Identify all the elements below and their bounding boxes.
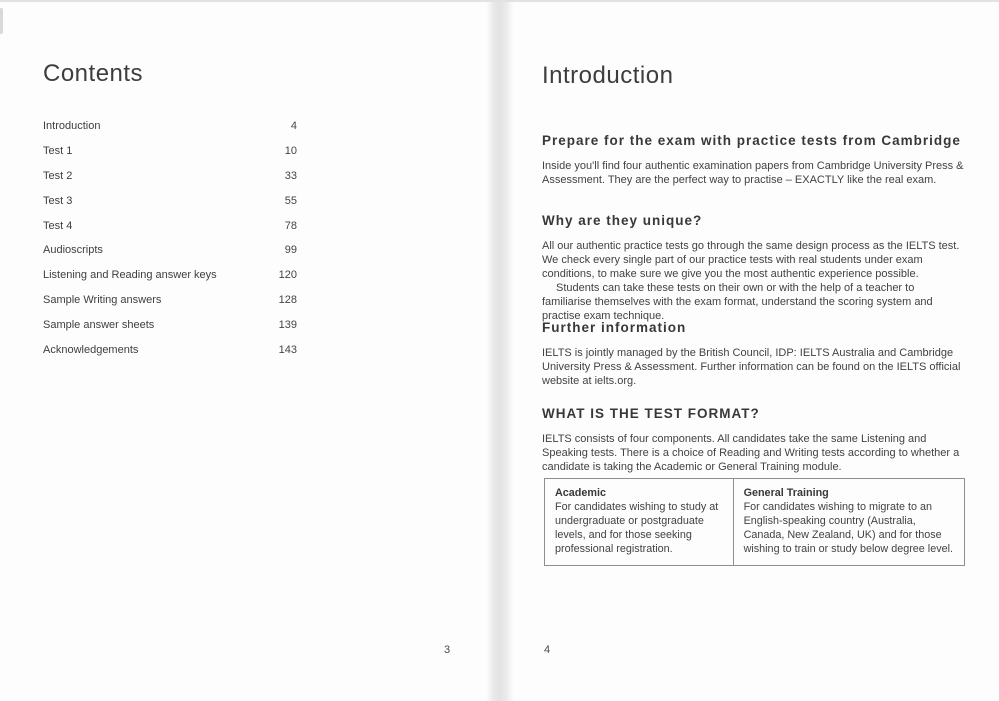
paragraph: Inside you'll find four authentic examination papers from Cambridge University Press & Assessment. They are the perfect way to practise – EXACTLY like the real exam. (542, 160, 964, 186)
table-body-academic: For candidates wishing to study at undergraduate or postgraduate levels, and for those seeking professional registration. (555, 501, 719, 555)
introduction-page (513, 2, 999, 701)
page-number-right: 4 (544, 644, 551, 656)
paragraph: All our authentic practice tests go through the same design process as the IELTS test. We check every single part of our practice tests with real students under exam conditions, to make sure we give you the most authentic experience possible. (542, 240, 960, 280)
paragraph: Students can take these tests on their own or with the help of a teacher to familiarise themselves with the exam format, understand the scoring system and practise exam technique. (542, 282, 933, 322)
toc-page-number: 143 (278, 344, 297, 357)
toc-item-audioscripts (43, 244, 297, 269)
section-heading: WHAT IS THE TEST FORMAT? (542, 406, 760, 421)
toc-item-test-4 (43, 220, 297, 245)
toc-item-test-3 (43, 195, 297, 220)
introduction-title: Introduction (542, 62, 674, 89)
paragraph: IELTS consists of four components. All candidates take the same Listening and Speaking tests. There is a choice of Reading and Writing tests according to whether a candidate is taking the Academic or General Training module. (542, 433, 960, 473)
toc-item-label: Sample answer sheets (43, 319, 155, 332)
toc-item-answer-keys (43, 269, 297, 294)
toc-item-label: Test 4 (43, 219, 73, 232)
test-format-table (544, 478, 965, 566)
toc-page-number: 33 (284, 169, 297, 182)
toc-item-introduction (43, 120, 297, 145)
table-body-general-training: For candidates wishing to migrate to an English-speaking country (Australia, Canada, New Zealand, UK) and for those wishing to train or study below degree level. (743, 501, 954, 555)
toc-page-number: 120 (278, 269, 297, 282)
toc-item-label: Audioscripts (43, 244, 103, 257)
toc-page-number: 99 (284, 244, 297, 257)
table-header-academic: Academic (555, 487, 607, 499)
section-heading: Further information (542, 320, 687, 335)
page-number-left: 3 (444, 644, 451, 656)
toc-page-number: 10 (284, 144, 297, 157)
toc-page-number: 128 (278, 294, 297, 307)
section-heading: Why are they unique? (542, 213, 703, 228)
toc-page-number: 55 (284, 194, 297, 207)
toc-item-answer-sheets (43, 319, 297, 344)
toc-item-label: Introduction (43, 120, 101, 132)
section-prepare (542, 133, 966, 187)
toc-item-label: Test 1 (43, 144, 73, 157)
toc-page-number: 4 (290, 120, 297, 132)
toc-item-label: Acknowledgements (43, 344, 139, 357)
toc-page-number: 139 (278, 319, 297, 332)
book-gutter (487, 2, 513, 701)
table-cell-academic (545, 479, 734, 565)
contents-title: Contents (43, 60, 144, 87)
paragraph: IELTS is jointly managed by the British Council, IDP: IELTS Australia and Cambridge University Press & Assessment. Further information can be found on the IELTS official website at ielts.org. (542, 347, 961, 387)
table-of-contents (43, 120, 297, 369)
section-heading: Prepare for the exam with practice tests from Cambridge (542, 133, 961, 148)
toc-item-acknowledgements (43, 344, 297, 369)
toc-item-test-1 (43, 145, 297, 170)
toc-page-number: 78 (284, 219, 297, 232)
section-test-format (542, 406, 966, 474)
toc-item-sample-writing (43, 294, 297, 319)
table-header-general-training: General Training (743, 487, 829, 499)
toc-item-label: Listening and Reading answer keys (43, 269, 217, 282)
toc-item-label: Test 3 (43, 194, 73, 207)
table-cell-general-training (734, 479, 964, 565)
section-further-information (542, 320, 966, 388)
contents-page (0, 2, 487, 701)
toc-item-test-2 (43, 170, 297, 195)
toc-item-label: Test 2 (43, 169, 73, 182)
section-unique (542, 213, 966, 323)
toc-item-label: Sample Writing answers (43, 294, 162, 307)
